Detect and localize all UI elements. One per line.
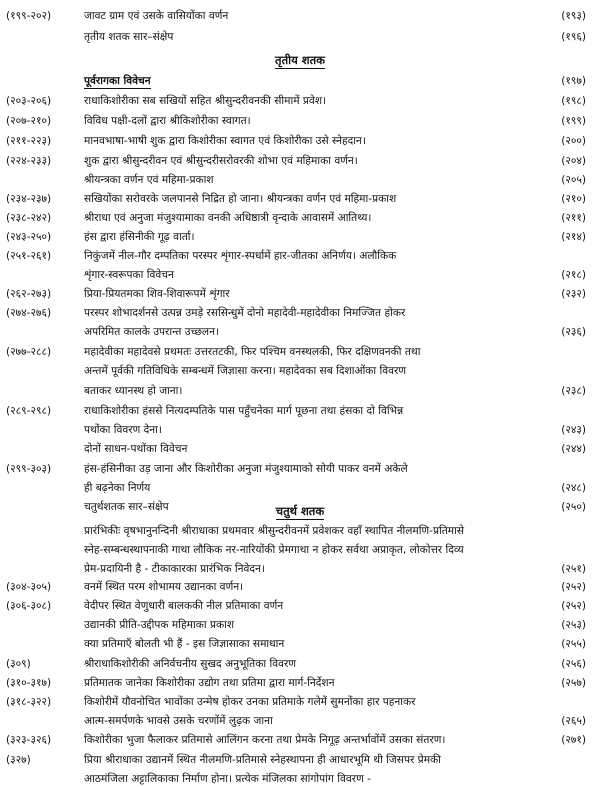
entry-text: सखियोंका सरोवरके जलपानसे निद्रित हो जाना। श्रीयन्त्रका वर्णन एवं महिमा-प्रकाश xyxy=(84,193,397,205)
verse-range: (३२७) xyxy=(6,754,31,766)
page-number: (२१४) xyxy=(561,231,586,243)
verse-range: (२४३-२५०) xyxy=(6,231,52,243)
page-number: (१९९) xyxy=(561,115,586,127)
entry-text: प्रिया श्रीराधाका उद्यानमें स्थित नीलमणि-प्रतिमासे स्नेहस्थापना ही आधारभूमि थी जिसपर प्रेमकी xyxy=(84,754,441,766)
entry-text: प्रतिमातक जानेका किशोरीका उद्योग तथा प्रतिमा द्वारा मार्ग-निर्देशन xyxy=(84,677,335,689)
verse-range: (३१८-३२२) xyxy=(6,696,52,708)
verse-range: (२७४-२७६) xyxy=(6,307,52,319)
entry-text: श्रीयन्त्रका वर्णन एवं महिमा-प्रकाश xyxy=(84,174,214,186)
page-number: (२०४) xyxy=(561,155,586,167)
entry-text: क्या प्रतिमाएँ बोलती भी हैं - इस जिज्ञासाका समाधान xyxy=(84,638,285,650)
page-number: (२१८) xyxy=(561,269,586,281)
page-number: (२०५) xyxy=(561,174,586,186)
page-number: (२६५) xyxy=(561,715,586,727)
page-number: (२३६) xyxy=(561,326,586,338)
section-heading-text: चतुर्थ शतक xyxy=(275,504,325,518)
verse-range: (१९९-२०२) xyxy=(6,10,52,22)
page-number: (१९३) xyxy=(561,10,586,22)
page-number: (२५५) xyxy=(561,638,586,650)
entry-text: वनमें स्थित परम शोभामय उद्यानका वर्णन। xyxy=(84,581,244,593)
page-number: (२५०) xyxy=(561,501,586,513)
page-number: (२७१) xyxy=(561,734,586,746)
entry-text: शृंगार-स्वरूपका विवेचन xyxy=(84,269,174,281)
page-number: (२३८) xyxy=(561,385,586,397)
entry-text: हंस द्वारा हंसिनीकी गूढ़ वार्ता। xyxy=(84,231,195,243)
entry-text: हंस-हंसिनीका उड़ जाना और किशोरीका अनुजा मंजुश्यामाको सोयी पाकर वनमें अकेले xyxy=(84,463,408,475)
page-number: (२००) xyxy=(561,135,586,147)
page-number: (२५१) xyxy=(561,563,586,575)
verse-range: (२३८-२४२) xyxy=(6,212,52,224)
verse-range: (२७७-२८८) xyxy=(6,346,52,358)
page-number: (२५२) xyxy=(561,581,586,593)
verse-range: (३०९) xyxy=(6,658,31,670)
verse-range: (३२३-३२६) xyxy=(6,734,52,746)
verse-range: (२८९-२९८) xyxy=(6,405,52,417)
entry-text: शुक द्वारा श्रीसुन्दरीवन एवं श्रीसुन्दरीसरोवरकी शोभा एवं महिमाका वर्णन। xyxy=(84,155,358,167)
page-number: (२५६) xyxy=(561,658,586,670)
entry-text: आत्म-समर्पणके भावसे उसके चरणोंमें लुढ़क जाना xyxy=(84,715,273,727)
page-number: (२४३) xyxy=(561,424,586,436)
entry-text: किशोरीमें यौवनोचित भावोंका उन्मेष होकर उनका प्रतिमाके गलेमें सुमनोंका हार पहनाकर xyxy=(84,696,416,708)
entry-text: श्रीराधाकिशोरीकी अनिर्वचनीय सुखद अनुभूतिका विवरण xyxy=(84,658,296,670)
entry-text: अन्तमें पूर्वकी गतिविधिके सम्बन्धमें जिज्ञासा करना। महादेवका सब दिशाओंका विवरण xyxy=(84,365,407,377)
page-number: (२४४) xyxy=(561,443,586,455)
verse-range: (२९९-३०३) xyxy=(6,463,52,475)
entry-text: उद्यानकी प्रीति-उद्दीपक महिमाका प्रकाश xyxy=(84,619,235,631)
page-number: (२१०) xyxy=(561,193,586,205)
entry-text: मानवभाषा-भाषी शुक द्वारा किशोरीका स्वागत एवं किशोरीका उसे स्नेहदान। xyxy=(84,135,366,147)
page-number: (१९६) xyxy=(561,31,586,43)
entry-text: निकुंजमें नील-गौर दम्पतिका परस्पर शृंगार-स्पर्धामें हार-जीतका अनिर्णय। अलौकिक xyxy=(84,250,397,262)
entry-text: चतुर्थशतक सार–संक्षेप xyxy=(84,501,169,513)
entry-text: पूर्वरागका विवेचन xyxy=(84,75,151,87)
entry-text: राधाकिशोरीका हंससे नित्यदम्पतिके पास पहुँचनेका मार्ग पूछना तथा हंसका दो विभिन्न xyxy=(84,405,404,417)
entry-text: किशोरीका भुजा फैलाकर प्रतिमासे आलिंगन करना तथा प्रेमके निगूढ़ अन्तर्भावोंमें उसका संतरण। xyxy=(84,734,446,746)
verse-range: (३०४-३०५) xyxy=(6,581,52,593)
verse-range: (२०७-२१०) xyxy=(6,115,52,127)
entry-text: श्रीराधा एवं अनुजा मंजुश्यामाका वनकी अधिष्ठात्री वृन्दाके आवासमें आतिथ्य। xyxy=(84,212,372,224)
entry-text: परस्पर शोभादर्शनसे उत्पन्न उमड़े रससिन्धुमें दोनो महादेवी-महादेवीका निमज्जित होकर xyxy=(84,307,406,319)
entry-text: राधाकिशोरीका सब सखियों सहित श्रीसुन्दरीवनकी सीमामें प्रवेश। xyxy=(84,95,327,107)
verse-range: (३०६-३०८) xyxy=(6,600,52,612)
entry-text: तृतीय शतक सार–संक्षेप xyxy=(84,31,174,43)
verse-range: (२३४-२३७) xyxy=(6,193,52,205)
page-number: (१९८) xyxy=(561,95,586,107)
entry-text: पथोंका विवरण देना। xyxy=(84,424,162,436)
entry-text: ही बढ़नेका निर्णय xyxy=(84,482,151,494)
entry-text: बताकर ध्यानस्थ हो जाना। xyxy=(84,385,183,397)
verse-range: (२०३-२०६) xyxy=(6,95,52,107)
entry-text: अपरिमित कालके उपरान्त उच्छलन। xyxy=(84,326,220,338)
entry-text: प्रारंभिकीः वृषभानुनन्दिनी श्रीराधाका प्रथमवार श्रीसुन्दरीवनमें प्रवेशकर वहाँ स्थापित नीलमणि-प्रतिमासे xyxy=(84,525,465,537)
verse-range: (२११-२२३) xyxy=(6,135,52,147)
verse-range: (२६२-२७३) xyxy=(6,288,52,300)
entry-text: आठमंजिला अट्टालिकाका निर्माण होना। प्रत्येक मंजिलका सांगोपांग विवरण - xyxy=(84,773,371,785)
section-heading-text: तृतीय शतक xyxy=(275,53,325,67)
page-number: (२५२) xyxy=(561,600,586,612)
entry-text: प्रिया-प्रियतमका शिव-शिवारूपमें शृंगार xyxy=(84,288,230,300)
entry-text: विविध पक्षी-दलों द्वारा श्रीकिशोरीका स्वागत। xyxy=(84,115,251,127)
entry-text: जावट ग्राम एवं उसके वासियोंका वर्णन xyxy=(84,10,229,22)
page-number: (२५३) xyxy=(561,619,586,631)
section-heading-third xyxy=(0,53,600,68)
page-number: (२३२) xyxy=(561,288,586,300)
entry-text: दोनों साधन-पथोंका विवेचन xyxy=(84,443,188,455)
page-number: (२११) xyxy=(561,212,586,224)
page-number: (२४८) xyxy=(561,482,586,494)
entry-text: स्नेह-सम्बन्धस्थापनाकी गाथा लौकिक नर-नारियोंकी प्रेमगाथा न होकर सर्वथा अप्राकृत, लोकोत्तर दिव्य xyxy=(84,544,464,556)
entry-text: प्रेम-प्रदायिनी है - टीकाकारका प्रारंभिक निवेदन। xyxy=(84,563,265,575)
page-number: (२५७) xyxy=(561,677,586,689)
page-number: (१९७) xyxy=(561,75,586,87)
verse-range: (२५१-२६१) xyxy=(6,250,52,262)
verse-range: (२२४-२३३) xyxy=(6,155,52,167)
entry-text: वेदीपर स्थित वेणुधारी बालककी नील प्रतिमाका वर्णन xyxy=(84,600,284,612)
entry-text: महादेवीका महादेवसे प्रथमतः उत्तरतटकी, फिर पश्चिम वनस्थलकी, फिर दक्षिणवनकी तथा xyxy=(84,346,421,358)
verse-range: (३१०-३१७) xyxy=(6,677,52,689)
